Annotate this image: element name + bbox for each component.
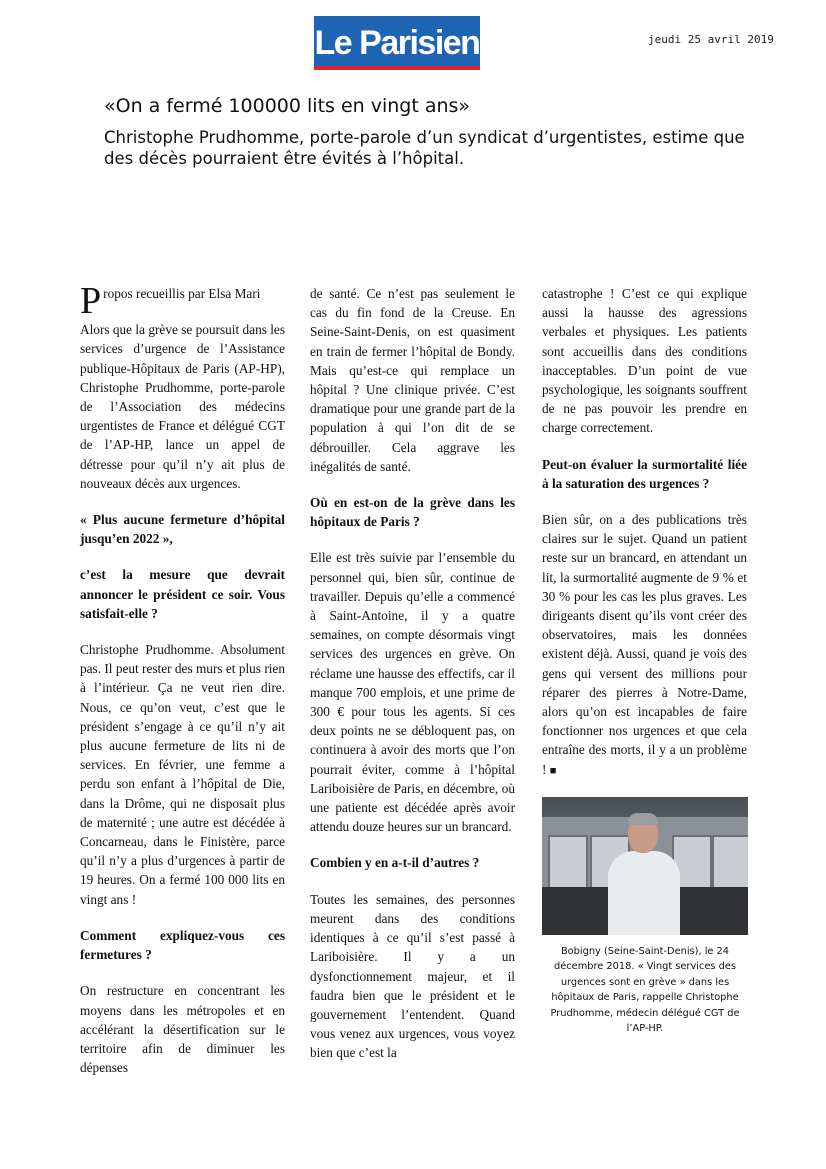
question: Où en est-on de la grève dans les hôpitaux de Paris ?	[310, 495, 515, 530]
end-mark: ■	[549, 764, 557, 777]
question: Combien y en a-t-il d’autres ?	[310, 855, 480, 871]
byline	[80, 280, 285, 322]
article-subhead: Christophe Prudhomme, porte-parole d’un syndicat d’urgentistes, estime que des décès pourraient être évités à l’hôpital.	[104, 128, 745, 168]
drop-cap: P	[80, 280, 102, 322]
photo-garage-door	[548, 835, 588, 891]
answer-paragraph: Elle est très suivie par l’ensemble du personnel qui, bien sûr, continue de travailler. Depuis qu’elle a commencé à Saint-Antoine, il y a quatre semaines, on compte désormais vingt services des urgences en grève. On réclame une hausse des effectifs, car il manque 700 emplois, et une prime de 300 € pour tous les agents. Si ces deux points ne se débloquent pas, on continuera à avoir des morts que l’on pourrait éviter, comme à l’hôpital Lariboisière de Paris, en décembre, où une patiente est décédée après avoir attendu douze heures sur un brancard.	[310, 550, 515, 835]
article-column-2	[310, 284, 515, 1080]
question: Peut-on évaluer la surmortalité liée à la saturation des urgences ?	[542, 456, 747, 491]
publication-date: jeudi 25 avril 2019	[648, 33, 774, 46]
answer-paragraph: Christophe Prudhomme. Absolument pas. Il peut rester des murs et plus rien à l’intérieur. Ça ne veut rien dire. Nous, ce qu’on veut, c’est que le président s’engage à ce qu’il n’y ait plus aucune fermeture de lits ni de services. En février, une femme a perdu son enfant à l’hôpital de Die, dans la Drôme, qui ne disposait plus de maternité ; une autre est décédée à Concarneau, dans le Finistère, parce qu’il n’y a plus d’urgences à partir de 19 heures. On a fermé 100 000 lits en vingt ans !	[80, 642, 285, 907]
photo-person-hair	[628, 813, 658, 825]
final-answer-text: Bien sûr, on a des publications très claires sur le sujet. Quand un patient reste sur un brancard, en attendant un lit, la surmortalité augmente de 9 % et 30 % pour les cas les plus graves. Les dirigeants disent qu’ils vont créer des observatoires, mais les données existent déjà. Aussi, quand je vois des gens qui versent des millions pour réparer des pierres à Notre-Dame, alors qu’on est incapables de faire fonctionner nos urgences et que cela entraîne des morts, il y a un problème !	[542, 512, 747, 777]
answer-paragraph: On restructure en concentrant les moyens dans les métropoles et en accélérant la désertification sur le territoire afin de diminuer les dépenses	[80, 983, 285, 1076]
question: c’est la mesure que devrait annoncer le président ce soir. Vous satisfait-elle ?	[80, 567, 285, 621]
answer-paragraph: Toutes les semaines, des personnes meurent dans des conditions identiques à ce qu’il s’est passé à Lariboisière. Il y a un dysfonctionnement majeur, et il faudra bien que le président et le gouvernement l’entendent. Quand vous venez aux urgences, vous voyez bien que c’est la	[310, 891, 515, 1061]
answer-paragraph: de santé. Ce n’est pas seulement le cas du fin fond de la Creuse. En Seine-Saint-Denis, on est quasiment en train de fermer l’hôpital de Bondy. Mais qu’est-ce qui remplace un hôpital ? Une clinique privée. C’est dramatique pour une grande part de la population à qui l’on dit de se débrouiller. Cela aggrave les inégalités de santé.	[310, 286, 515, 474]
le-parisien-logo: Le Parisien	[314, 16, 480, 70]
article-photo	[542, 797, 748, 935]
intro-paragraph: Alors que la grève se poursuit dans les services d’urgence de l’Assistance publique-Hôpitaux de Paris (AP-HP), Christophe Prudhomme, porte-parole de l’Association des médecins urgentistes de France et délégué CGT de l’AP-HP, lance un appel de détresse pour qu’il n’y ait plus de nouveaux décès aux urgences.	[80, 322, 285, 491]
answer-paragraph: catastrophe ! C’est ce qui explique aussi la hausse des agressions verbales et physiques. Les patients sont accueillis dans des conditions inacceptables. D’un point de vue psychologique, les soignants souffrent de ne pas pouvoir les prendre en charge correctement.	[542, 286, 747, 436]
question: Comment expliquez-vous ces fermetures ?	[80, 927, 285, 963]
article-column-3	[542, 284, 747, 798]
photo-person-coat	[608, 851, 680, 935]
question: « Plus aucune fermeture d’hôpital jusqu’en 2022 »,	[80, 512, 285, 547]
answer-paragraph	[542, 510, 747, 781]
article-headline: «On a fermé 100000 lits en vingt ans»	[104, 95, 471, 117]
article-column-1	[80, 280, 285, 1094]
byline-text: ropos recueillis par Elsa Mari	[103, 286, 261, 301]
photo-caption: Bobigny (Seine-Saint-Denis), le 24 décembre 2018. « Vingt services des urgences sont en grève » dans les hôpitaux de Paris, rappelle Christophe Prudhomme, médecin délégué CGT de l’AP-HP.	[550, 946, 740, 1035]
photo-garage-door	[712, 835, 748, 891]
